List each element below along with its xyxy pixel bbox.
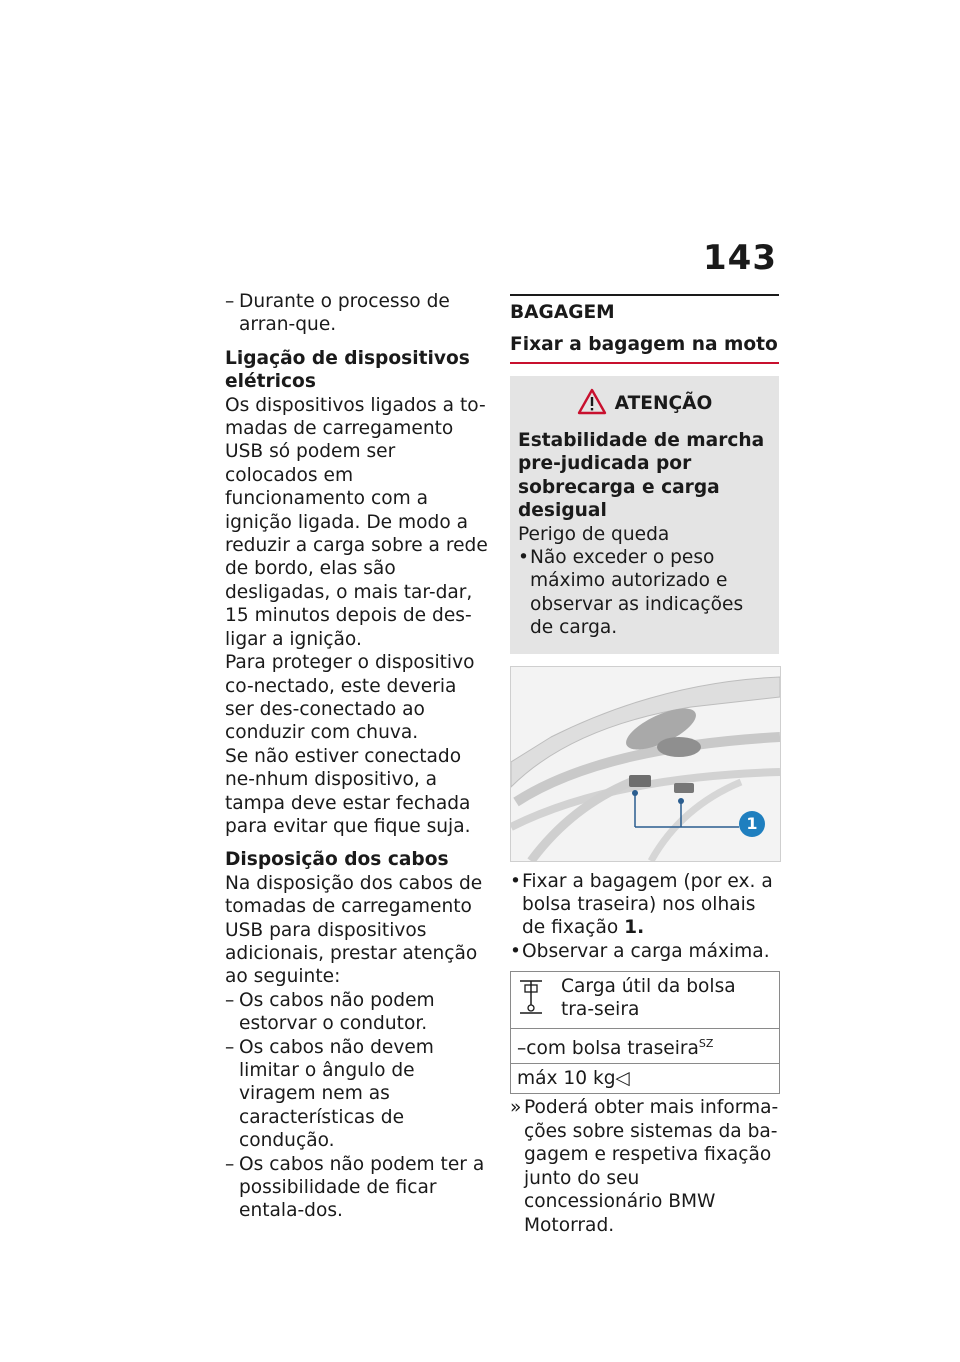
cables-item xyxy=(225,1153,490,1223)
capacity-value: máx 10 kg◁ xyxy=(517,1068,630,1090)
bullet-marker: • xyxy=(510,940,521,962)
capacity-value-row xyxy=(511,1063,779,1093)
right-column xyxy=(510,290,779,1237)
bullet-marker: • xyxy=(510,870,521,892)
dash-marker: – xyxy=(517,1038,527,1060)
intro-dash-item xyxy=(225,290,490,337)
cables-item-text: Os cabos não podem ter a possibilidade de ficar entala-dos. xyxy=(239,1153,485,1222)
section-title: BAGAGEM xyxy=(510,302,615,323)
capacity-label: Carga útil da bolsa tra-seira xyxy=(561,976,736,1021)
dash-marker: – xyxy=(225,989,235,1011)
step-2-text: Observar a carga máxima. xyxy=(522,940,770,962)
step-item xyxy=(510,940,779,963)
warning-bold-text: Estabilidade de marcha pre-judicada por sobrecarga e carga desigual xyxy=(518,430,765,522)
capacity-table xyxy=(510,971,780,1094)
warning-header xyxy=(518,388,771,419)
warning-box xyxy=(510,376,779,654)
warning-bullet xyxy=(518,546,771,640)
capacity-condition-sup: SZ xyxy=(698,1037,714,1051)
dash-marker: – xyxy=(225,1036,235,1058)
capacity-condition: com bolsa traseira xyxy=(526,1038,699,1060)
dash-marker: – xyxy=(225,291,235,312)
step-item xyxy=(510,870,779,940)
capacity-header-row xyxy=(511,972,779,1028)
warning-triangle-icon xyxy=(577,388,607,419)
warning-title: ATENÇÃO xyxy=(614,393,713,414)
bullet-marker: • xyxy=(518,547,529,569)
cables-item-text: Os cabos não devem limitar o ângulo de viragem nem as características de condução. xyxy=(239,1036,434,1152)
cables-item-text: Os cabos não podem estorvar o condutor. xyxy=(239,989,435,1035)
cables-heading: Disposição dos cabos xyxy=(225,849,449,871)
step-1-text: Fixar a bagagem (por ex. a bolsa traseira) nos olhais de fixação xyxy=(522,870,773,939)
step-1-ref: 1. xyxy=(624,917,645,939)
note-text: Poderá obter mais informa-ções sobre sistemas da ba-gagem e respetiva fixação junto do seu concessionário BMW Motorrad. xyxy=(524,1097,779,1236)
capacity-condition-row xyxy=(511,1028,779,1063)
step-text xyxy=(522,870,779,940)
cables-item xyxy=(225,989,490,1036)
devices-heading: Ligação de dispositivos elétricos xyxy=(225,347,470,393)
intro-dash-text: Durante o processo de arran-que. xyxy=(239,291,450,336)
cables-paragraph: Na disposição dos cabos de tomadas de carregamento USB para dispositivos adicionais, prestar atenção ao seguinte: xyxy=(225,872,483,988)
subsection-title: Fixar a bagagem na moto xyxy=(510,332,779,364)
devices-paragraph-1: Os dispositivos ligados a to-madas de carregamento USB só podem ser colocados em funcionamento com a ignição ligada. De modo a reduzir a carga sobre a rede de bordo, elas são desligadas, o mais tar-dar, 15 minutos depois de des-ligar a ignição. xyxy=(225,394,488,650)
warning-text: Perigo de queda xyxy=(518,523,670,545)
note-item xyxy=(510,1096,779,1236)
cables-item xyxy=(225,1036,490,1153)
warning-bullet-text: Não exceder o peso máximo autorizado e observar as indicações de carga. xyxy=(530,547,744,639)
page-number: 143 xyxy=(703,238,777,278)
weight-load-icon xyxy=(517,975,561,1025)
left-column xyxy=(225,290,490,1223)
note-marker: » xyxy=(510,1097,522,1119)
devices-paragraph-3: Se não estiver conectado ne-nhum dispositivo, a tampa deve estar fechada para evitar que fique suja. xyxy=(225,745,471,837)
section-rule xyxy=(510,294,779,326)
devices-paragraph-2: Para proteger o dispositivo co-nectado, este deveria ser des-conectado ao conduzir com chuva. xyxy=(225,652,475,744)
luggage-rack-illustration xyxy=(510,666,781,862)
figure-callout-1: 1 xyxy=(746,813,758,833)
dash-marker: – xyxy=(225,1153,235,1175)
